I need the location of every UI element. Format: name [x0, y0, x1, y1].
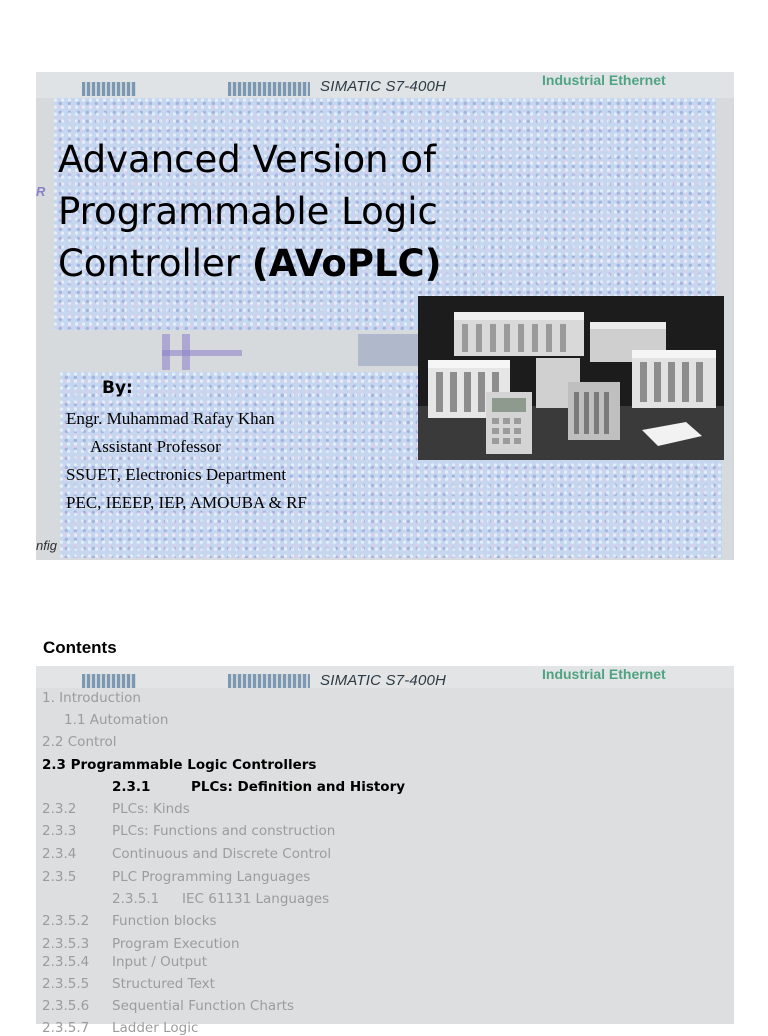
- simatic-background-label: SIMATIC S7-400H: [320, 78, 447, 95]
- toc-item-title: PLCs: Definition and History: [191, 779, 406, 795]
- toc-item-title: Continuous and Discrete Control: [112, 846, 332, 862]
- author-memberships: PEC, IEEEP, IEP, AMOUBA & RF: [66, 493, 307, 512]
- toc-item-title: PLC Programming Languages: [112, 869, 311, 885]
- author-position: Assistant Professor: [90, 437, 221, 456]
- toc-item-number: 2.3.3: [42, 823, 77, 839]
- toc-item-number: 2.3 Programmable Logic Controllers: [42, 757, 317, 773]
- toc-item-number: 2.3.5.2: [42, 913, 90, 929]
- simatic-background-label: SIMATIC S7-400H: [320, 672, 447, 689]
- background-text-fragment: R: [36, 184, 46, 199]
- toc-item-title: PLCs: Functions and construction: [112, 823, 336, 839]
- toc-item-title: Function blocks: [112, 913, 217, 929]
- toc-item-number: 2.3.5.5: [42, 976, 90, 992]
- presentation-title: Advanced Version of Programmable Logic Controller (AVoPLC): [58, 138, 442, 285]
- background-diagram-shape: [162, 350, 242, 356]
- contents-slide: [36, 666, 734, 1036]
- toc-item-number: 1. Introduction: [42, 690, 141, 706]
- toc-item-title: PLCs: Kinds: [112, 801, 190, 817]
- by-label: By:: [102, 378, 133, 398]
- network-device-graphic: [228, 82, 310, 96]
- network-device-graphic: [82, 674, 136, 688]
- toc-item-number: 2.3.2: [42, 801, 77, 817]
- toc-item-number: 2.3.1: [112, 779, 151, 795]
- industrial-ethernet-background-label: Industrial Ethernet: [542, 666, 666, 682]
- toc-item-title: Input / Output: [112, 954, 207, 970]
- network-device-graphic: [82, 82, 136, 96]
- industrial-ethernet-background-label: Industrial Ethernet: [542, 72, 666, 88]
- toc-item-title: Ladder Logic: [112, 1020, 199, 1036]
- toc-item-number: 2.3.5.6: [42, 998, 90, 1014]
- toc-item-number: 2.3.5.1: [112, 891, 160, 907]
- background-text-fragment: nfig: [36, 538, 57, 553]
- toc-item-number: 2.3.5: [42, 869, 77, 885]
- toc-item-number: 2.3.5.4: [42, 954, 90, 970]
- toc-item-number: 2.3.4: [42, 846, 77, 862]
- toc-item-title: Program Execution: [112, 936, 240, 952]
- contents-heading: Contents: [43, 638, 117, 657]
- toc-item-number: 2.2 Control: [42, 734, 117, 750]
- title-slide: [36, 72, 734, 560]
- toc-item-title: IEC 61131 Languages: [182, 891, 330, 907]
- toc-item-number: 2.3.5.7: [42, 1020, 90, 1036]
- toc-item-number: 1.1 Automation: [64, 712, 169, 728]
- toc-item-title: Sequential Function Charts: [112, 998, 295, 1014]
- network-device-graphic: [228, 674, 310, 688]
- background-diagram-shape: [358, 334, 418, 366]
- plc-hardware-photo: [418, 296, 724, 460]
- author-affiliation: SSUET, Electronics Department: [66, 465, 287, 484]
- toc-item-title: Structured Text: [112, 976, 215, 992]
- toc-item-number: 2.3.5.3: [42, 936, 90, 952]
- author-name: Engr. Muhammad Rafay Khan: [66, 409, 275, 428]
